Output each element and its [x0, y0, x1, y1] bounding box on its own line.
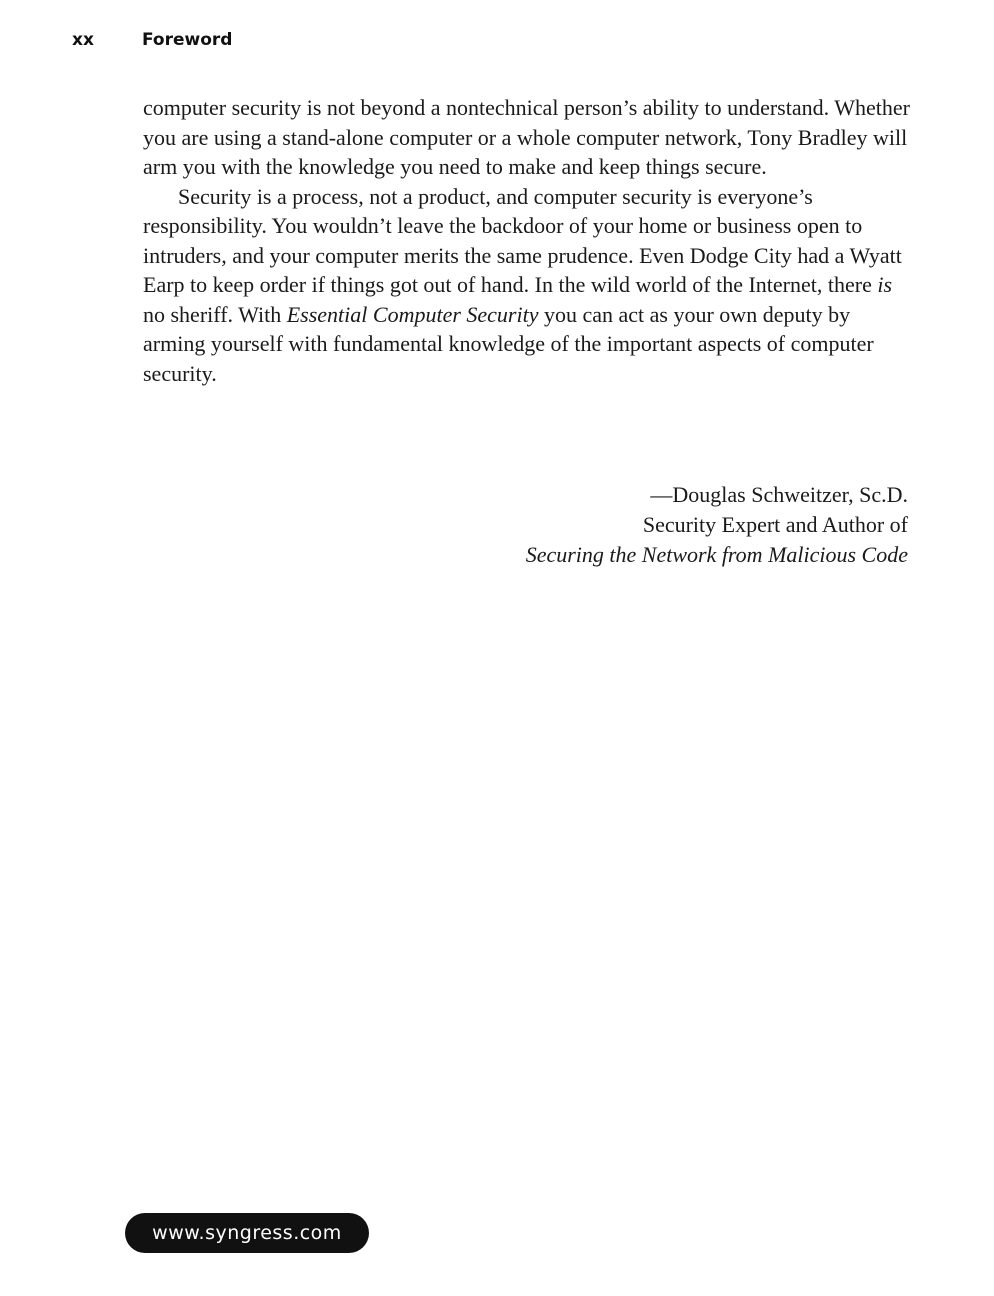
- paragraph-2: [143, 182, 913, 389]
- paragraph-2-text-c: you can act as your own deputy by arming yourself with fundamental knowledge of the important aspects of computer security.: [143, 301, 874, 386]
- book-title-inline: Essential Computer Security: [286, 301, 539, 327]
- website-badge: www.syngress.com: [125, 1213, 369, 1253]
- page-number: xx: [72, 30, 94, 50]
- paragraph-1: computer security is not beyond a nontechnical person’s ability to understand. Whether you are using a stand-alone computer or a whole computer network, Tony Bradley will arm you with the knowledge you need to make and keep things secure.: [143, 95, 910, 179]
- signature-block: [526, 480, 908, 570]
- section-title: Foreword: [142, 30, 233, 50]
- author-book-title: Securing the Network from Malicious Code: [525, 542, 908, 567]
- paragraph-2-text-a: Security is a process, not a product, and computer security is everyone’s responsibility. You wouldn’t leave the backdoor of your home or business open to intruders, and your computer merits the same prudence. Even Dodge City had a Wyatt Earp to keep order if things got out of hand. In the wild world of the Internet, there: [143, 183, 902, 297]
- paragraph-2-text-b: no sheriff. With: [143, 301, 287, 327]
- author-name: —Douglas Schweitzer, Sc.D.: [650, 482, 908, 507]
- running-header: [72, 30, 232, 50]
- foreword-body: [143, 93, 913, 388]
- emphasis-is: is: [877, 272, 893, 297]
- author-role: Security Expert and Author of: [642, 512, 908, 537]
